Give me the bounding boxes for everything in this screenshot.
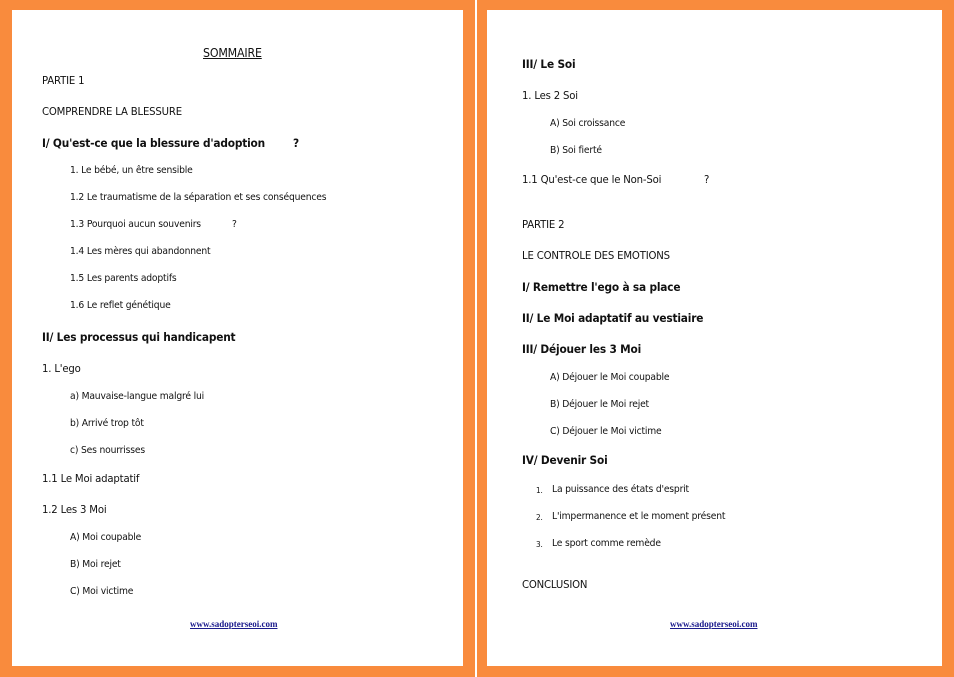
ego-item-c: c) Ses nourrisses: [70, 445, 145, 456]
devenir-item-2: L'impermanence et le moment présent: [552, 511, 726, 522]
deux-soi-item-b: B) Soi fierté: [550, 145, 602, 156]
part-1-subtitle: COMPRENDRE LA BLESSURE: [42, 105, 182, 118]
deux-soi-heading: 1. Les 2 Soi: [522, 89, 578, 102]
non-soi-heading: 1.1 Qu'est-ce que le Non-Soi: [522, 173, 662, 186]
devenir-item-2-number: 2.: [536, 513, 543, 522]
moi-adaptatif-heading: 1.1 Le Moi adaptatif: [42, 472, 140, 485]
ego-heading: 1. L'ego: [42, 362, 81, 375]
footer-link[interactable]: www.sadopterseoi.com: [670, 619, 758, 629]
devenir-item-1: La puissance des états d'esprit: [552, 484, 689, 495]
summary-title: SOMMAIRE: [203, 46, 262, 60]
part-1-label: PARTIE 1: [42, 74, 85, 87]
toc-item-1-3: 1.3 Pourquoi aucun souvenirs: [70, 219, 201, 230]
trois-moi-heading: 1.2 Les 3 Moi: [42, 503, 107, 516]
part-2-heading-4: IV/ Devenir Soi: [522, 453, 608, 467]
trois-moi-item-b: B) Moi rejet: [70, 559, 121, 570]
dejouer-item-c: C) Déjouer le Moi victime: [550, 426, 662, 437]
devenir-item-1-number: 1.: [536, 486, 543, 495]
part-2-heading-1: I/ Remettre l'ego à sa place: [522, 280, 681, 294]
trois-moi-item-c: C) Moi victime: [70, 586, 134, 597]
page-divider: [475, 0, 477, 677]
devenir-item-3-number: 3.: [536, 540, 543, 549]
toc-item-1-3-question-mark: ?: [232, 219, 237, 230]
part-2-heading-2: II/ Le Moi adaptatif au vestiaire: [522, 311, 704, 325]
ego-item-b: b) Arrivé trop tôt: [70, 418, 144, 429]
section-1-question-mark: ?: [293, 136, 299, 150]
footer-link[interactable]: www.sadopterseoi.com: [190, 619, 278, 629]
section-1-heading: I/ Qu'est-ce que la blessure d'adoption: [42, 136, 265, 150]
toc-item-1-1: 1. Le bébé, un être sensible: [70, 165, 193, 176]
toc-item-1-2: 1.2 Le traumatisme de la séparation et ses conséquences: [70, 192, 327, 203]
devenir-item-3: Le sport comme remède: [552, 538, 661, 549]
conclusion-heading: CONCLUSION: [522, 578, 588, 591]
dejouer-item-a: A) Déjouer le Moi coupable: [550, 372, 670, 383]
page-left: [12, 10, 463, 666]
section-2-heading: II/ Les processus qui handicapent: [42, 330, 236, 344]
dejouer-item-b: B) Déjouer le Moi rejet: [550, 399, 649, 410]
deux-soi-item-a: A) Soi croissance: [550, 118, 626, 129]
page-right: [487, 10, 942, 666]
part-2-label: PARTIE 2: [522, 218, 565, 231]
section-3-heading: III/ Le Soi: [522, 57, 576, 71]
toc-item-1-5: 1.5 Les parents adoptifs: [70, 273, 177, 284]
non-soi-question-mark: ?: [704, 173, 710, 186]
trois-moi-item-a: A) Moi coupable: [70, 532, 142, 543]
toc-item-1-4: 1.4 Les mères qui abandonnent: [70, 246, 211, 257]
ego-item-a: a) Mauvaise-langue malgré lui: [70, 391, 205, 402]
part-2-heading-3: III/ Déjouer les 3 Moi: [522, 342, 642, 356]
part-2-subtitle: LE CONTROLE DES EMOTIONS: [522, 249, 670, 262]
toc-item-1-6: 1.6 Le reflet génétique: [70, 300, 171, 311]
